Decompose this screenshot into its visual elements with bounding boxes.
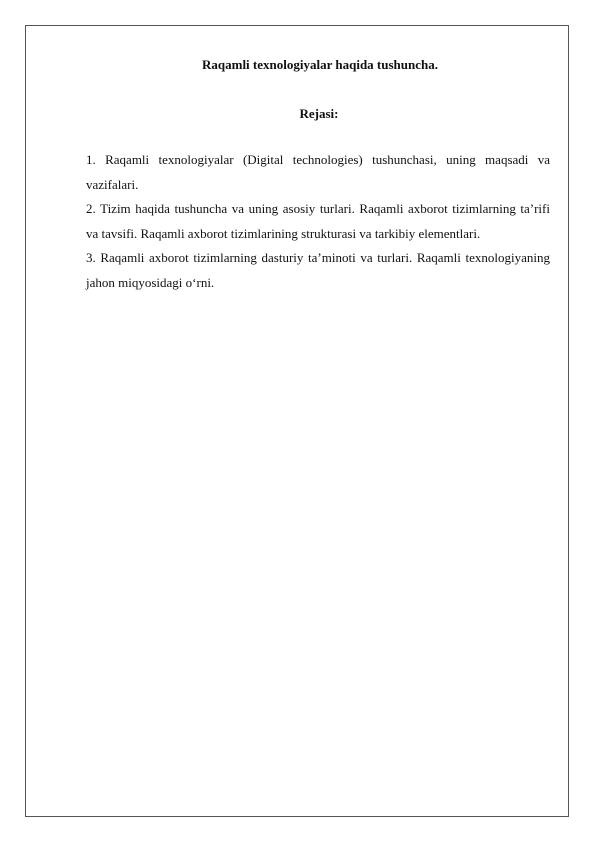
plan-item: 1. Raqamli texnologiyalar (Digital technologies) tushunchasi, uning maqsadi va vazifalari. (86, 152, 550, 192)
plan-item: 2. Tizim haqida tushuncha va uning asosiy turlari. Raqamli axborot tizimlarning ta’rifi va tavsifi. Raqamli axborot tizimlarining strukturasi va tarkibiy elementlari. (86, 201, 550, 241)
document-title: Raqamli texnologiyalar haqida tushuncha. (202, 57, 438, 72)
plan-list (86, 148, 550, 295)
plan-heading: Rejasi: (299, 106, 339, 121)
page-border (25, 25, 569, 817)
plan-item: 3. Raqamli axborot tizimlarning dasturiy ta’minoti va turlari. Raqamli texnologiyaning jahon miqyosidagi o‘rni. (86, 250, 550, 290)
